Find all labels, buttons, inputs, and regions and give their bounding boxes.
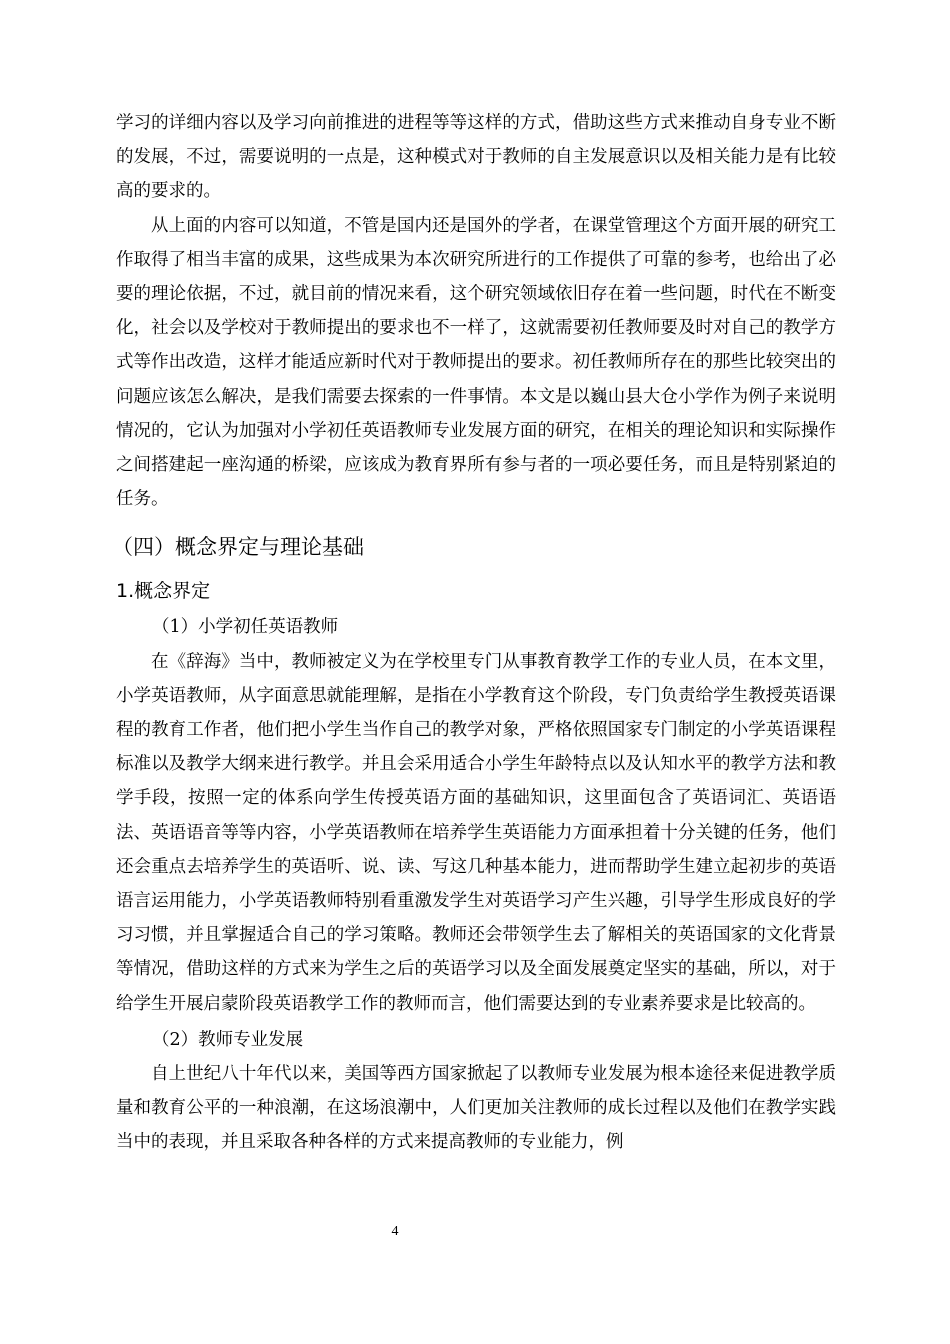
paragraph-professional-development: 自上世纪八十年代以来，美国等西方国家掀起了以教师专业发展为根本途径来促进教学质量和教育公平的一种浪潮，在这场浪潮中，人们更加关注教师的成长过程以及他们在教学实践当中的表现，并且采取各种各样的方式来提高教师的专业能力，例 <box>116 1064 836 1153</box>
paragraph-teacher-definition: 在《辞海》当中，教师被定义为在学校里专门从事教育教学工作的专业人员，在本文里，小学英语教师，从字面意思就能理解，是指在小学教育这个阶段，专门负责给学生教授英语课程的教育工作者，他们把小学生当作自己的教学对象，严格依照国家专门制定的小学英语课程标准以及教学大纲来进行教学。并且会采用适合小学生年龄特点以及认知水平的教学方法和教学手段，按照一定的体系向学生传授英语方面的基础知识，这里面包含了英语词汇、英语语法、英语语音等等内容，小学英语教师在培养学生英语能力方面承担着十分关键的任务，他们还会重点去培养学生的英语听、说、读、写这几种基本能力，进而帮助学生建立起初步的英语语言运用能力，小学英语教师特别看重激发学生对英语学习产生兴趣，引导学生形成良好的学习习惯，并且掌握适合自己的学习策略。教师还会带领学生去了解相关的英语国家的文化背景等情况，借助这样的方式来为学生之后的英语学习以及全面发展奠定坚实的基础，所以，对于给学生开展启蒙阶段英语教学工作的教师而言，他们需要达到的专业素养要求是比较高的。 <box>116 651 836 1014</box>
item-heading-professional-development: （2）教师专业发展 <box>152 1029 304 1050</box>
paragraph-research-summary: 从上面的内容可以知道，不管是国内还是国外的学者，在课堂管理这个方面开展的研究工作取得了相当丰富的成果，这些成果为本次研究所进行的工作提供了可靠的参考，也给出了必要的理论依据，不过，就目前的情况来看，这个研究领域依旧存在着一些问题，时代在不断变化，社会以及学校对于教师提出的要求也不一样了，这就需要初任教师要及时对自己的教学方式等作出改造，这样才能适应新时代对于教师提出的要求。初任教师所存在的那些比较突出的问题应该怎么解决，是我们需要去探索的一件事情。本文是以巍山县大仓小学作为例子来说明情况的，它认为加强对小学初任英语教师专业发展方面的研究，在相关的理论知识和实际操作之间搭建起一座沟通的桥梁，应该成为教育界所有参与者的一项必要任务，而且是特别紧迫的任务。 <box>116 215 836 510</box>
subsection-heading: 1.概念界定 <box>116 580 211 603</box>
paragraph-continued: 学习的详细内容以及学习向前推进的进程等等这样的方式，借助这些方式来推动自身专业不断的发展，不过，需要说明的一点是，这种模式对于教师的自主发展意识以及相关能力是有比较高的要求的。 <box>116 113 836 202</box>
page-number: 4 <box>391 1224 399 1239</box>
document-page <box>112 106 836 1160</box>
section-heading: （四）概念界定与理论基础 <box>112 535 364 560</box>
item-heading-primary-teacher: （1）小学初任英语教师 <box>152 617 339 638</box>
